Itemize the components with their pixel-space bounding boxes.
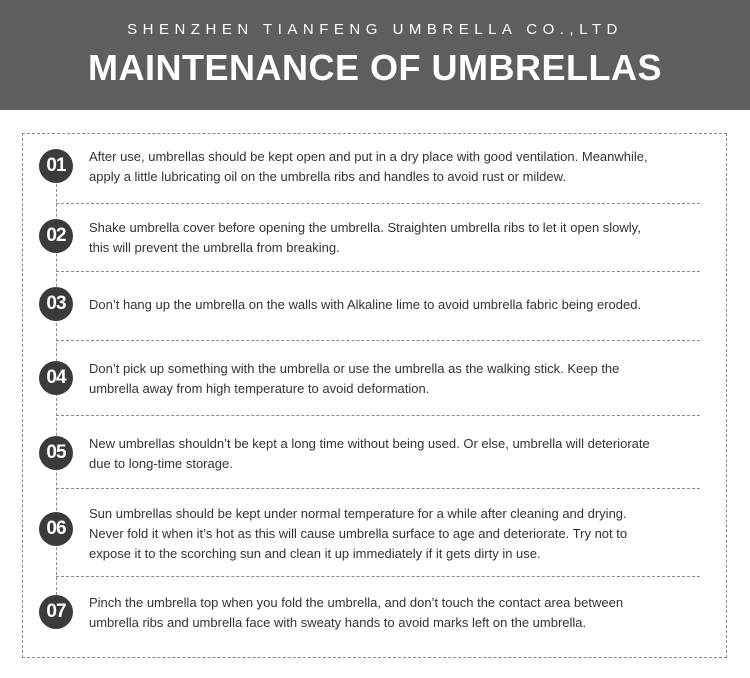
separator [56, 340, 700, 341]
separator [56, 488, 700, 489]
separator [56, 203, 700, 204]
step-text-line: expose it to the scorching sun and clean it up immediately if it gets dirty in use. [89, 546, 541, 561]
page-title: MAINTENANCE OF UMBRELLAS [88, 47, 662, 88]
step-text-line: due to long-time storage. [89, 456, 233, 471]
step-text-05 [89, 434, 699, 474]
step-text-line: this will prevent the umbrella from breaking. [89, 240, 340, 255]
step-text-line: Never fold it when it’s hot as this will cause umbrella surface to age and deteriorate. Try not to [89, 526, 628, 541]
step-text-06 [89, 504, 699, 564]
step-badge-02: 02 [39, 219, 73, 253]
step-badge-05: 05 [39, 436, 73, 470]
step-text-07 [89, 593, 699, 633]
step-text-line: Pinch the umbrella top when you fold the umbrella, and don’t touch the contact area between [89, 595, 624, 610]
step-text-line: apply a little lubricating oil on the umbrella ribs and handles to avoid rust or mildew. [89, 169, 566, 184]
step-badge-04: 04 [39, 361, 73, 395]
step-text-line: Sun umbrellas should be kept under normal temperature for a while after cleaning and drying. [89, 506, 627, 521]
separator [56, 576, 700, 577]
step-badge-07: 07 [39, 595, 73, 629]
separator [56, 415, 700, 416]
step-text-line: Shake umbrella cover before opening the umbrella. Straighten umbrella ribs to let it open slowly, [89, 220, 641, 235]
step-text-line: Don’t hang up the umbrella on the walls with Alkaline lime to avoid umbrella fabric being eroded. [89, 297, 642, 312]
page-header [0, 0, 750, 110]
step-text-line: New umbrellas shouldn’t be kept a long time without being used. Or else, umbrella will deteriorate [89, 436, 650, 451]
step-text-02 [89, 218, 699, 258]
step-badge-01: 01 [39, 149, 73, 183]
step-badge-06: 06 [39, 512, 73, 546]
step-text-03 [89, 295, 699, 315]
step-text-01 [89, 147, 699, 187]
step-text-04 [89, 359, 699, 399]
step-text-line: umbrella away from high temperature to avoid deformation. [89, 381, 430, 396]
step-text-line: Don’t pick up something with the umbrella or use the umbrella as the walking stick. Keep the [89, 361, 620, 376]
step-badge-03: 03 [39, 287, 73, 321]
step-text-line: umbrella ribs and umbrella face with sweaty hands to avoid marks left on the umbrella. [89, 615, 587, 630]
separator [56, 271, 700, 272]
company-name: SHENZHEN TIANFENG UMBRELLA CO.,LTD [127, 21, 623, 38]
step-text-line: After use, umbrellas should be kept open and put in a dry place with good ventilation. Meanwhile, [89, 149, 648, 164]
